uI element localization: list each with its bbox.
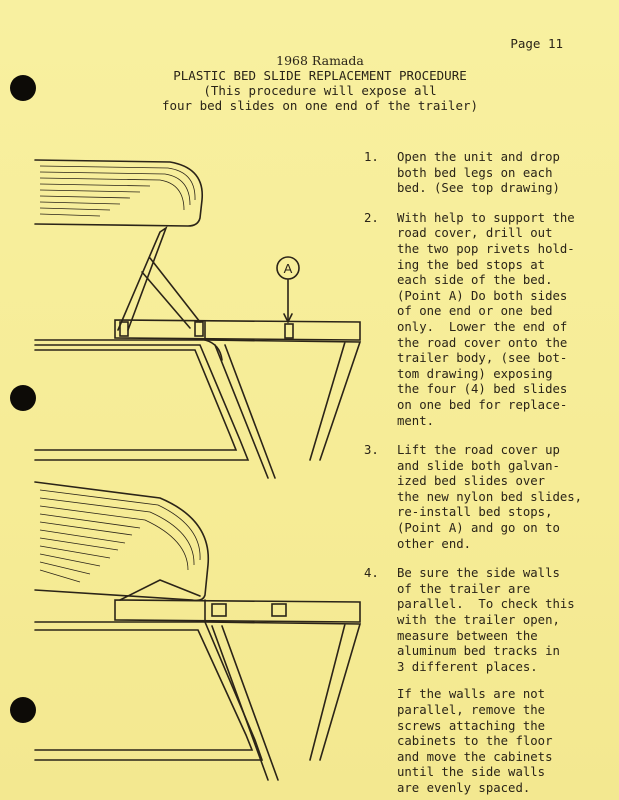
step-line: With help to support the bbox=[397, 210, 575, 225]
step-text bbox=[397, 211, 575, 429]
step-line: of one end or one bed bbox=[397, 304, 553, 319]
step-line: Open the unit and drop bbox=[397, 150, 560, 164]
step-line: measure between the bbox=[397, 628, 538, 643]
step-line: ized bed slides over bbox=[397, 474, 546, 489]
bottom-drawing bbox=[35, 482, 360, 780]
step-line: the two pop rivets hold- bbox=[397, 241, 575, 256]
step-text bbox=[397, 150, 560, 197]
parallel-walls-note bbox=[397, 687, 604, 796]
step-number: 3. bbox=[364, 443, 379, 458]
step-2 bbox=[364, 211, 604, 429]
step-line: ing the bed stops at bbox=[397, 257, 546, 272]
header-title: PLASTIC BED SLIDE REPLACEMENT PROCEDURE bbox=[173, 68, 467, 83]
note-line: and move the cabinets bbox=[397, 749, 553, 764]
page-number: Page 11 bbox=[510, 36, 563, 51]
step-line: on one bed for replace- bbox=[397, 397, 568, 412]
top-drawing bbox=[35, 160, 360, 478]
step-number: 1. bbox=[364, 150, 379, 164]
step-line: re-install bed stops, bbox=[397, 505, 553, 520]
step-text bbox=[397, 566, 575, 675]
step-line: of the trailer are bbox=[397, 581, 531, 596]
note-line: cabinets to the floor bbox=[397, 734, 553, 749]
step-line: tom drawing) exposing bbox=[397, 366, 553, 381]
step-1 bbox=[364, 150, 604, 197]
step-line: parallel. To check this bbox=[397, 597, 575, 612]
step-number: 4. bbox=[364, 566, 379, 581]
step-number: 2. bbox=[364, 210, 379, 225]
step-line: ment. bbox=[397, 413, 435, 428]
step-line: the road cover onto the bbox=[397, 335, 568, 350]
note-line: screws attaching the bbox=[397, 718, 546, 733]
step-line: (Point A) Do both sides bbox=[397, 288, 568, 303]
step-line: with the trailer open, bbox=[397, 613, 560, 628]
step-line: trailer body, (see bot- bbox=[397, 351, 568, 366]
header-model: 1968 Ramada bbox=[276, 53, 364, 68]
note-line: are evenly spaced. bbox=[397, 780, 531, 795]
note-line: If the walls are not bbox=[397, 687, 546, 702]
step-line: and slide both galvan- bbox=[397, 458, 560, 473]
step-line: bed. (See top drawing) bbox=[397, 181, 560, 196]
step-line: other end. bbox=[397, 536, 472, 551]
step-line: aluminum bed tracks in bbox=[397, 644, 560, 659]
step-line: each side of the bed. bbox=[397, 273, 553, 288]
note-line: until the side walls bbox=[397, 765, 546, 780]
step-text bbox=[397, 443, 582, 552]
step-4 bbox=[364, 566, 604, 675]
step-line: road cover, drill out bbox=[397, 226, 553, 241]
step-line: Lift the road cover up bbox=[397, 443, 560, 458]
header-subtitle-2: four bed slides on one end of the trailer) bbox=[161, 98, 479, 113]
note-line: parallel, remove the bbox=[397, 703, 546, 717]
step-line: (Point A) and go on to bbox=[397, 521, 560, 536]
step-line: both bed legs on each bbox=[397, 165, 553, 180]
header-subtitle-1: (This procedure will expose all bbox=[203, 83, 437, 98]
procedure-steps bbox=[364, 150, 604, 797]
step-line: Be sure the side walls bbox=[397, 566, 560, 581]
step-line: 3 different places. bbox=[397, 659, 538, 674]
step-line: the new nylon bed slides, bbox=[397, 489, 583, 504]
step-line: only. Lower the end of bbox=[397, 319, 568, 334]
step-3 bbox=[364, 443, 604, 552]
callout-a-label: A bbox=[283, 261, 293, 276]
step-line: the four (4) bed slides bbox=[397, 382, 568, 397]
